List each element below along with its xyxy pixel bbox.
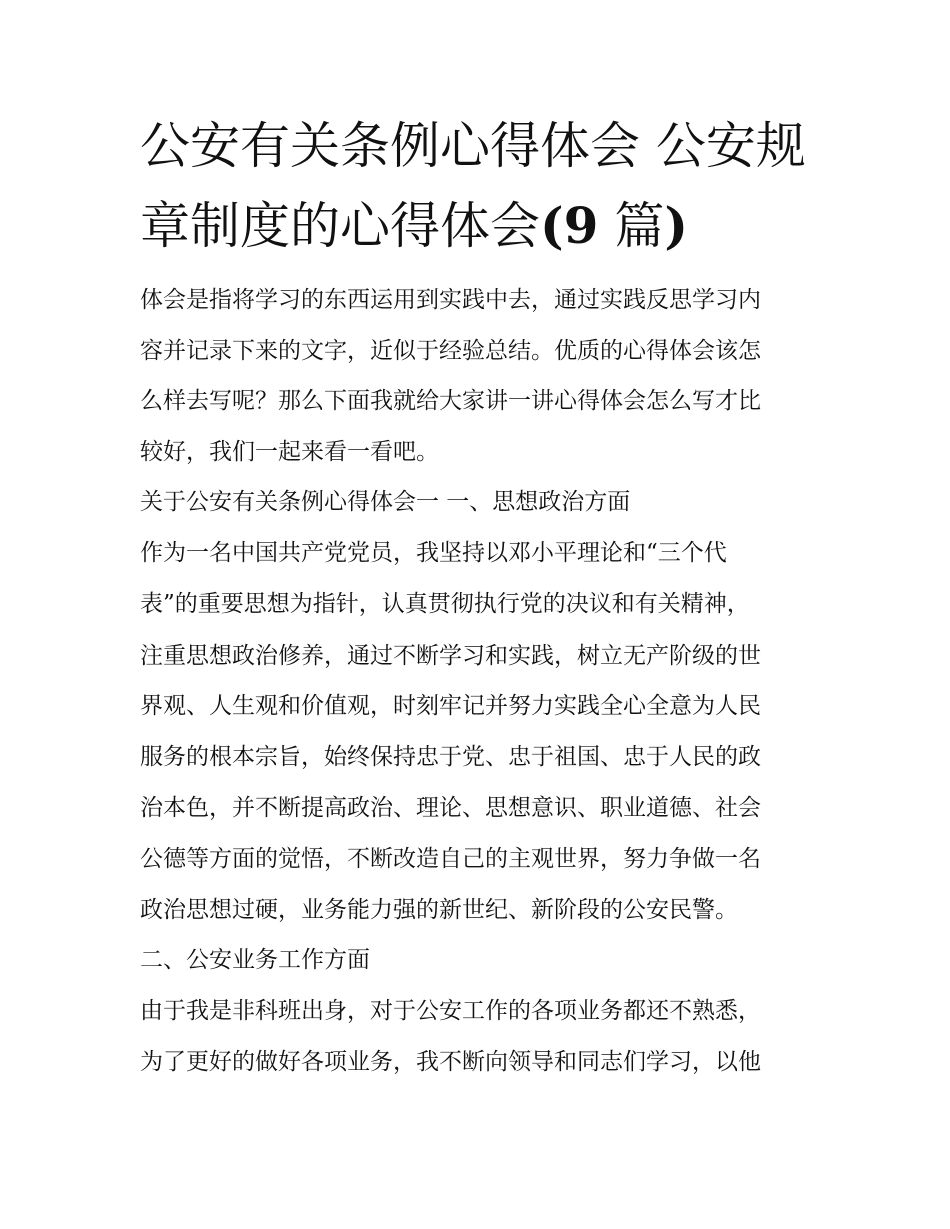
body-line-11: 公德等方面的觉悟，不断改造自己的主观世界，努力争做一名 — [140, 846, 761, 872]
body-line-1: 体会是指将学习的东西运用到实践中去，通过实践反思学习内 — [140, 287, 761, 313]
body-line-4: 较好，我们一起来看一看吧。 — [140, 439, 439, 465]
body-line-7: 注重思想政治修养，通过不断学习和实践，树立无产阶级的世 — [140, 643, 761, 669]
section-heading-1: 关于公安有关条例心得体会一 一、思想政治方面 — [140, 489, 631, 515]
section-heading-2: 二、公安业务工作方面 — [140, 947, 370, 973]
document-title-line-2 — [140, 196, 820, 255]
document-title-line-1 — [140, 117, 820, 175]
title-text-1: 公安有关条例心得体会 公安规 — [140, 117, 806, 175]
body-line-14: 为了更好的做好各项业务，我不断向领导和同志们学习，以他 — [140, 1049, 761, 1075]
body-line-10: 治本色，并不断提高政治、理论、思想意识、职业道德、社会 — [140, 795, 761, 821]
title-count-close: ) — [664, 196, 689, 255]
body-line-2: 容并记录下来的文字，近似于经验总结。优质的心得体会该怎 — [140, 338, 761, 364]
body-line-8: 界观、人生观和价值观，时刻牢记并努力实践全心全意为人民 — [140, 693, 761, 719]
body-line-13: 由于我是非科班出身，对于公安工作的各项业务都还不熟悉， — [140, 998, 761, 1024]
title-count-open: (9 — [540, 196, 599, 255]
title-text-2: 章制度的心得体会 — [140, 197, 540, 255]
body-line-3: 么样去写呢？那么下面我就给大家讲一讲心得体会怎么写才比 — [140, 388, 761, 414]
body-line-5: 作为一名中国共产党党员，我坚持以邓小平理论和“三个代 — [140, 540, 727, 566]
body-line-6: 表”的重要思想为指针，认真贯彻执行党的决议和有关精神， — [140, 591, 750, 617]
title-count-unit: 篇 — [598, 197, 665, 255]
body-line-9: 服务的根本宗旨，始终保持忠于党、忠于祖国、忠于人民的政 — [140, 744, 761, 770]
body-line-12: 政治思想过硬，业务能力强的新世纪、新阶段的公安民警。 — [140, 897, 738, 923]
